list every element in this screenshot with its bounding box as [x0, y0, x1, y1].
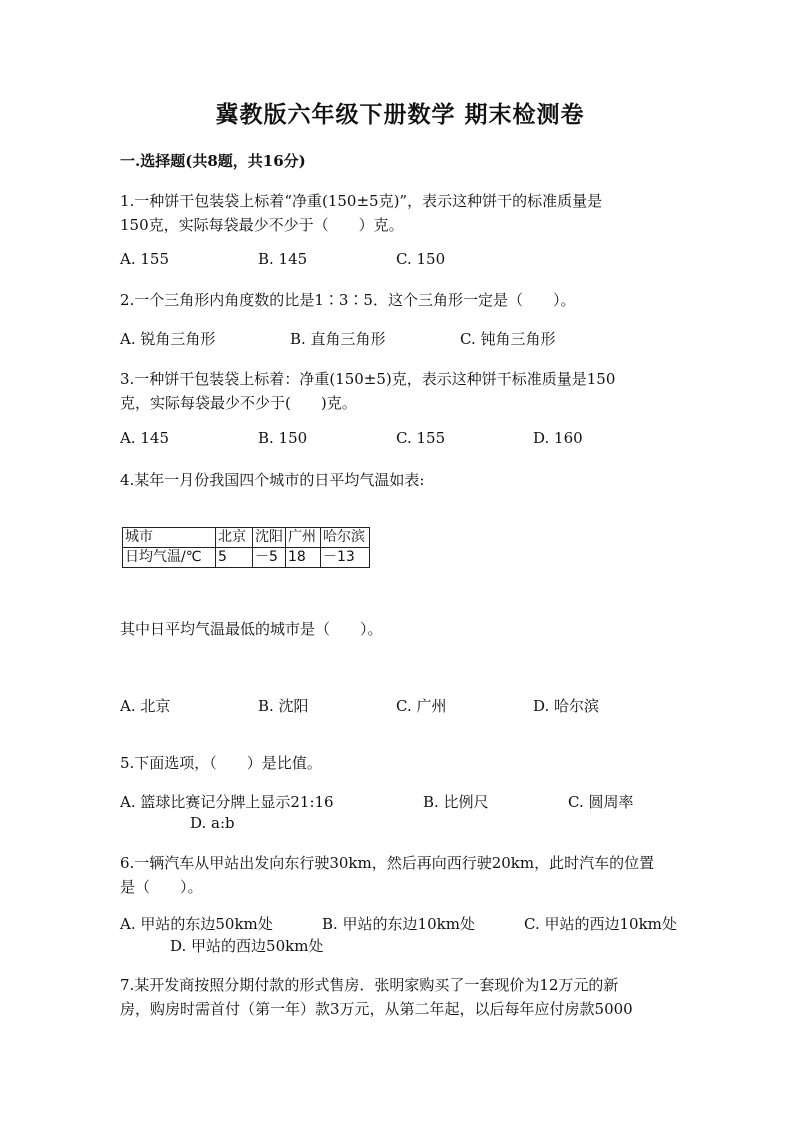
temperature-table — [122, 527, 370, 568]
question-5-option-a: A. 篮球比赛记分牌上显示21:16 — [120, 793, 334, 811]
question-3-option-b: B. 150 — [258, 429, 308, 447]
question-2-option-c: C. 钝角三角形 — [460, 330, 556, 348]
table-header-row — [123, 528, 370, 548]
question-1-option-b: B. 145 — [258, 250, 308, 268]
question-3-option-c: C. 155 — [396, 429, 446, 447]
question-6-line-2: 是（ ）。 — [120, 878, 203, 896]
question-7-line-2: 房，购房时需首付（第一年）款3万元，从第二年起，以后每年应付房款5000 — [120, 1000, 633, 1018]
question-6-option-a: A. 甲站的东边50km处 — [120, 915, 273, 933]
question-1-option-a: A. 155 — [120, 250, 169, 268]
question-5-option-c: C. 圆周率 — [568, 793, 634, 811]
table-cell: －5 — [253, 548, 286, 568]
question-4-line-2: 其中日平均气温最低的城市是（ ）。 — [120, 620, 383, 638]
question-7-line-1: 7.某开发商按照分期付款的形式售房．张明家购买了一套现价为12万元的新 — [120, 976, 619, 994]
question-4-line-1: 4.某年一月份我国四个城市的日平均气温如表: — [120, 471, 425, 489]
question-4-option-d: D. 哈尔滨 — [533, 697, 600, 715]
question-6-line-1: 6.一辆汽车从甲站出发向东行驶30km，然后再向西行驶20km，此时汽车的位置 — [120, 854, 655, 872]
question-4-option-c: C. 广州 — [396, 697, 447, 715]
table-cell: 日均气温/℃ — [123, 548, 216, 568]
question-3-option-d: D. 160 — [533, 429, 583, 447]
question-1-option-c: C. 150 — [396, 250, 446, 268]
question-1-line-1: 1.一种饼干包装袋上标着“净重(150±5克)”，表示这种饼干的标准质量是 — [120, 192, 603, 210]
section-heading: 一.选择题(共8题，共16分) — [120, 152, 306, 170]
table-cell: 北京 — [216, 528, 253, 548]
question-3-line-2: 克，实际每袋最少不少于( )克。 — [120, 394, 357, 412]
question-3-line-1: 3.一种饼干包装袋上标着：净重(150±5)克，表示这种饼干标准质量是150 — [120, 370, 616, 388]
question-2-line-1: 2.一个三角形内角度数的比是1∶3∶5．这个三角形一定是（ ）。 — [120, 291, 576, 309]
table-cell: 沈阳 — [253, 528, 286, 548]
page-title: 冀教版六年级下册数学 期末检测卷 — [215, 101, 585, 128]
question-1-line-2: 150克，实际每袋最少不少于（ ）克。 — [120, 216, 404, 234]
question-5-line-1: 5.下面选项，（ ）是比值。 — [120, 754, 322, 772]
table-cell: 城市 — [123, 528, 216, 548]
table-cell: －13 — [321, 548, 370, 568]
question-2-option-b: B. 直角三角形 — [290, 330, 386, 348]
question-4-option-a: A. 北京 — [120, 697, 171, 715]
question-3-option-a: A. 145 — [120, 429, 169, 447]
question-5-option-b: B. 比例尺 — [423, 793, 489, 811]
table-cell: 哈尔滨 — [321, 528, 370, 548]
table-cell: 18 — [286, 548, 321, 568]
question-2-option-a: A. 锐角三角形 — [120, 330, 216, 348]
table-cell: 5 — [216, 548, 253, 568]
question-5-option-d: D. a:b — [190, 814, 235, 832]
question-6-option-b: B. 甲站的东边10km处 — [322, 915, 475, 933]
table-row — [123, 548, 370, 568]
question-6-option-d: D. 甲站的西边50km处 — [170, 937, 324, 955]
table-cell: 广州 — [286, 528, 321, 548]
question-6-option-c: C. 甲站的西边10km处 — [524, 915, 677, 933]
question-4-option-b: B. 沈阳 — [258, 697, 309, 715]
